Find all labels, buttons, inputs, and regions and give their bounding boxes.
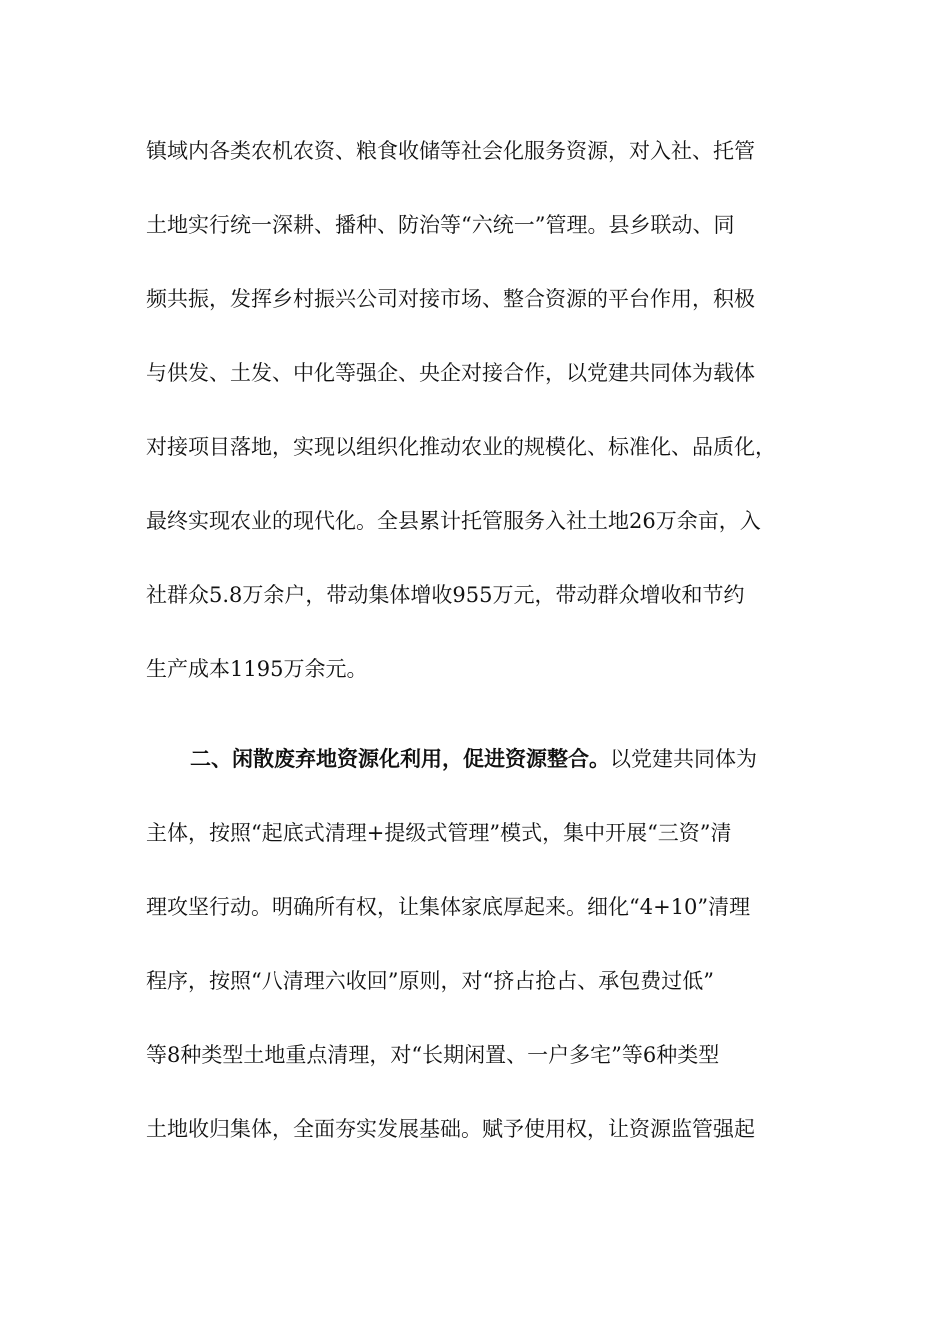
paragraph-2-line-6: 土地收归集体，全面夯实发展基础。赋予使用权，让资源监管强起 [146, 1117, 755, 1141]
paragraph-1-line-8: 生产成本1195万余元。 [146, 657, 368, 681]
paragraph-2-line-5: 等8种类型土地重点清理，对“长期闲置、一户多宅”等6种类型 [146, 1043, 720, 1067]
paragraph-1-line-5: 对接项目落地，实现以组织化推动农业的规模化、标准化、品质化， [146, 435, 776, 459]
paragraph-2-line-3: 理攻坚行动。明确所有权，让集体家底厚起来。细化“4+10”清理 [146, 895, 751, 919]
paragraph-1-line-2: 土地实行统一深耕、播种、防治等“六统一”管理。县乡联动、同 [146, 213, 735, 237]
paragraph-2-line-4: 程序，按照“八清理六收回”原则，对“挤占抢占、承包费过低” [146, 969, 714, 993]
paragraph-1-line-1: 镇域内各类农机农资、粮食收储等社会化服务资源，对入社、托管 [146, 139, 755, 163]
paragraph-1-line-7: 社群众5.8万余户，带动集体增收955万元，带动群众增收和节约 [146, 583, 745, 607]
paragraph-2-first-line-rest: 以党建共同体为 [610, 747, 757, 771]
paragraph-1-line-4: 与供发、土发、中化等强企、央企对接合作，以党建共同体为载体 [146, 361, 755, 385]
paragraph-2-first-line [146, 744, 757, 774]
paragraph-2-line-2: 主体，按照“起底式清理+提级式管理”模式，集中开展“三资”清 [146, 821, 732, 845]
paragraph-1-line-3: 频共振，发挥乡村振兴公司对接市场、整合资源的平台作用，积极 [146, 287, 755, 311]
paragraph-1-line-6: 最终实现农业的现代化。全县累计托管服务入社土地26万余亩，入 [146, 509, 761, 533]
section-heading: 二、闲散废弃地资源化利用，促进资源整合。 [190, 746, 610, 771]
